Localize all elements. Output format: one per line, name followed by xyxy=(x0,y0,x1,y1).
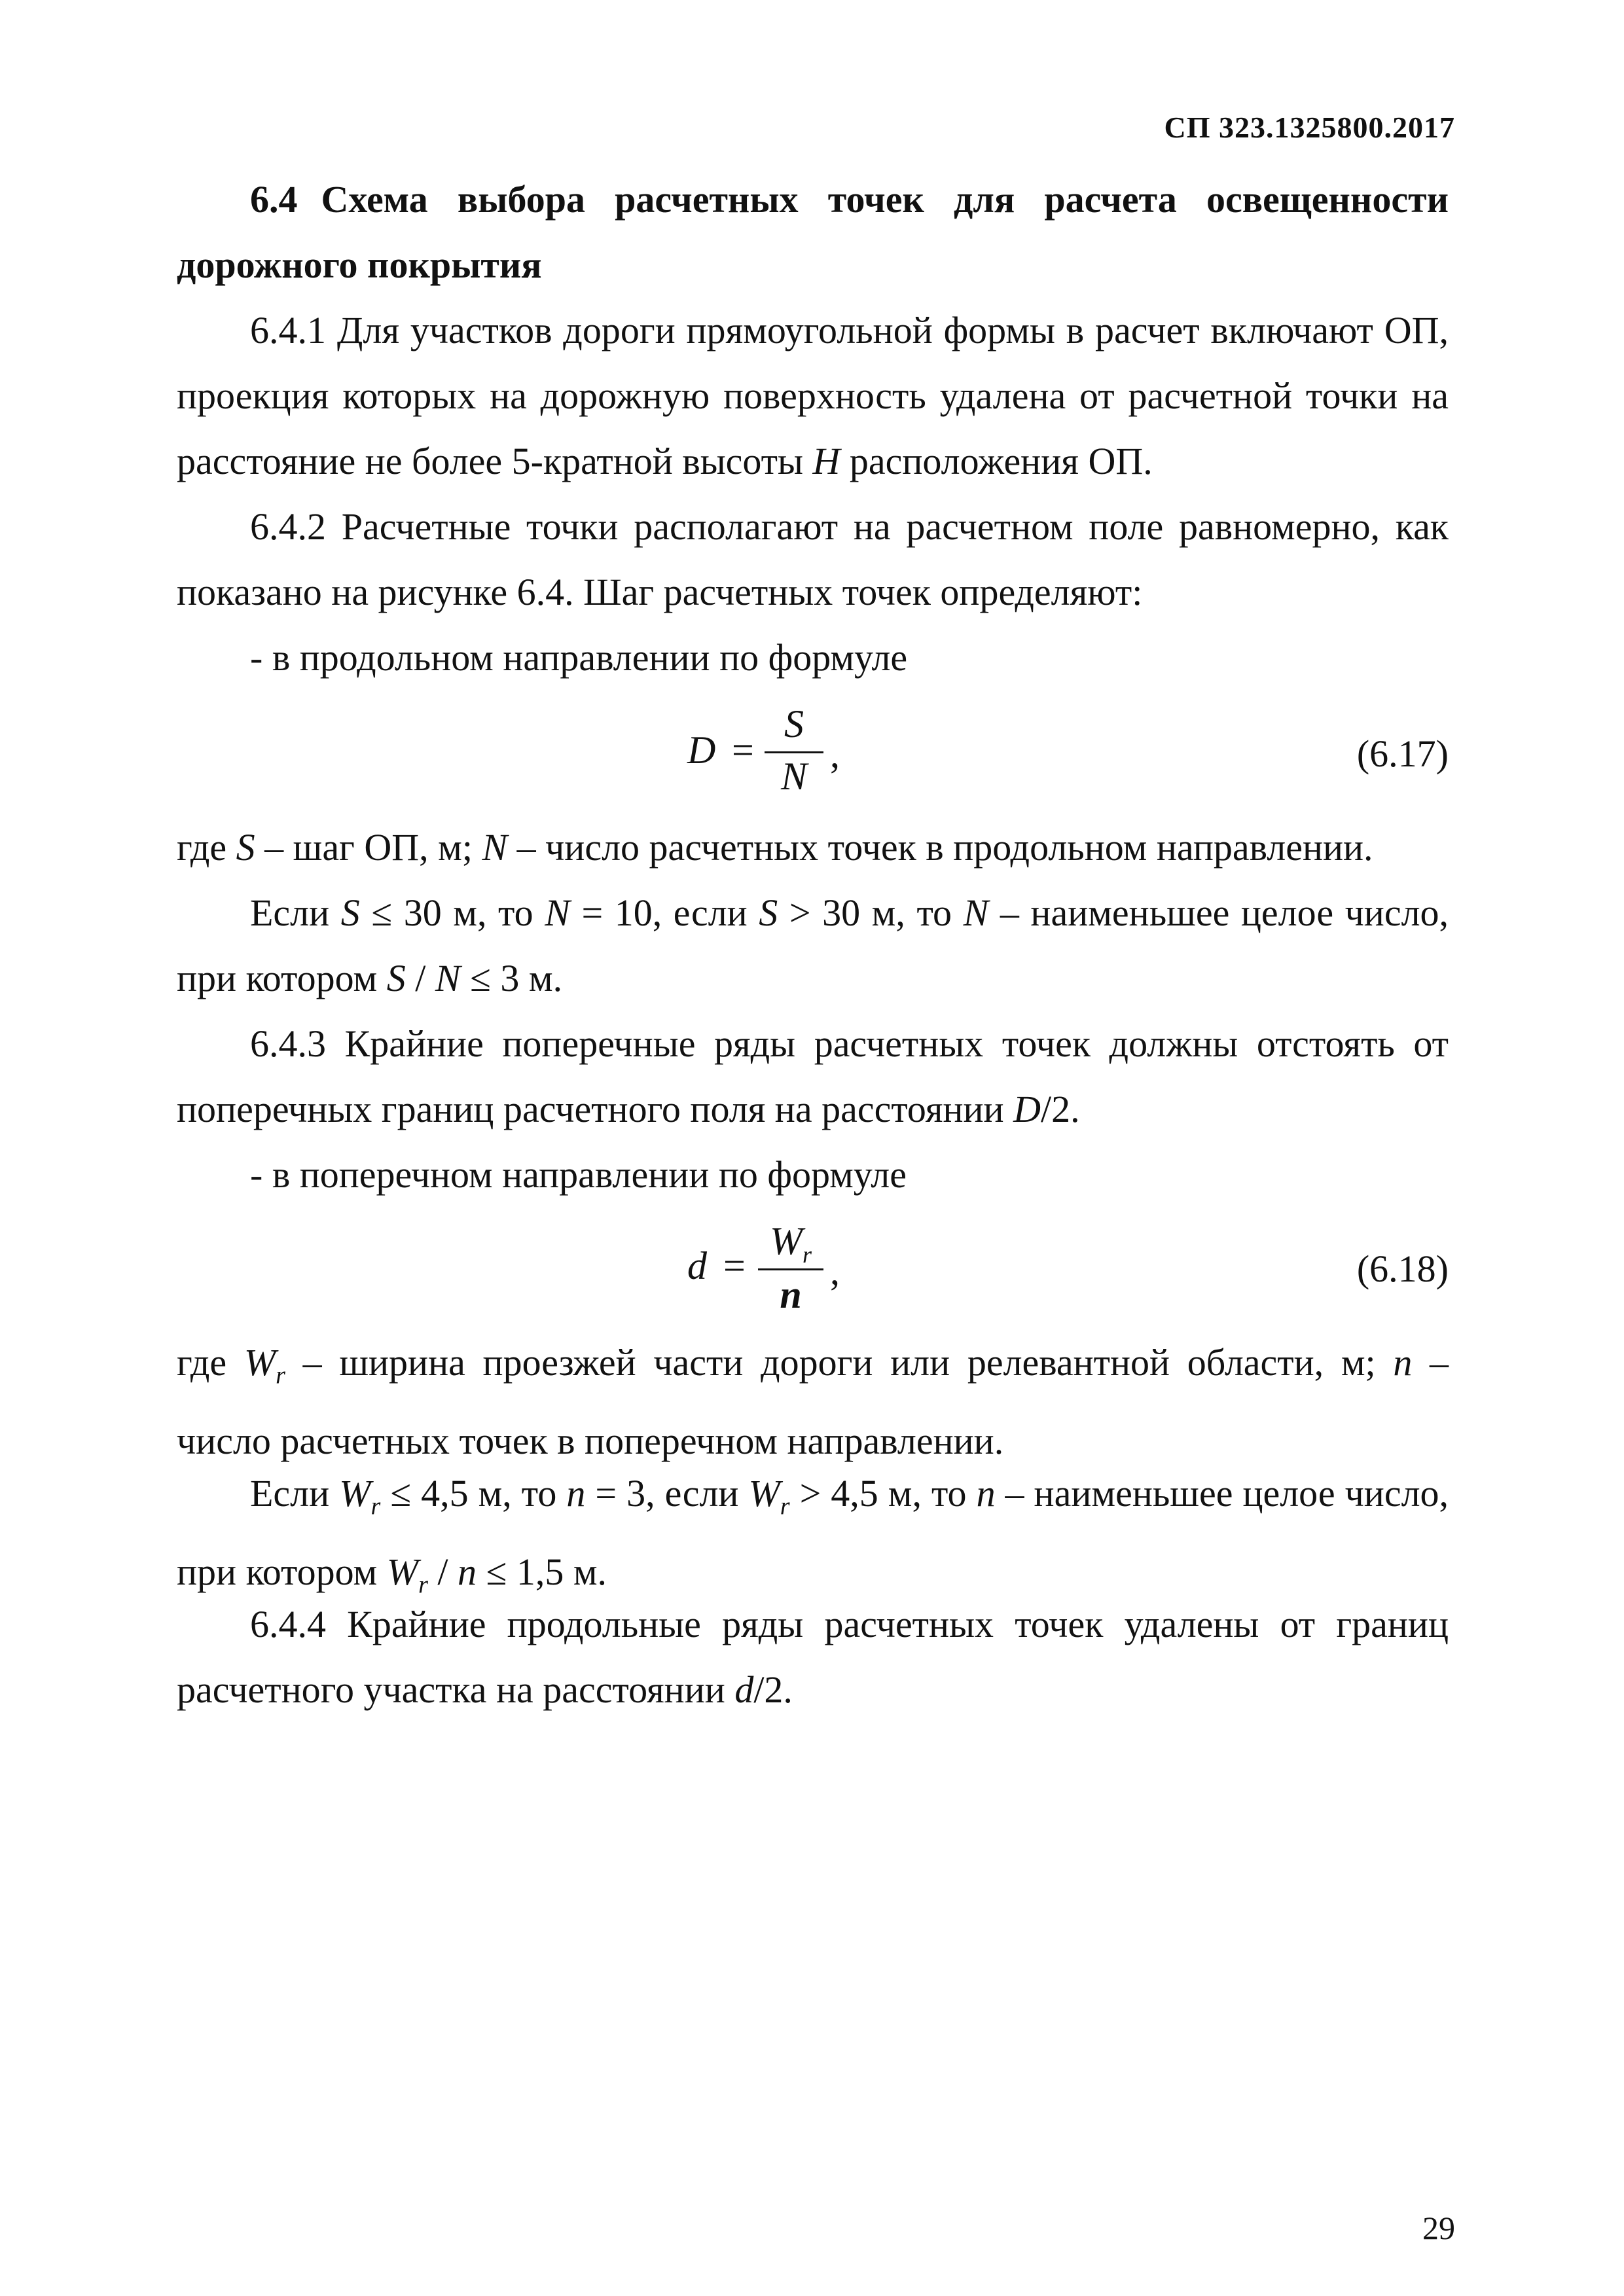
fraction-bar xyxy=(758,1268,823,1270)
equation-number: (6.18) xyxy=(1356,1247,1449,1290)
fraction-bar xyxy=(765,751,823,753)
section-number: 6.4 xyxy=(250,178,298,221)
formula-equals: = xyxy=(723,1244,746,1287)
formula-comma: , xyxy=(830,1249,840,1293)
condition-longitudinal: Если S ≤ 30 м, то N = 10, если S > 30 м, то N – наименьшее целое число, при котором S / N ≤ 3 м. xyxy=(177,891,1449,999)
section-heading xyxy=(177,167,1449,298)
section-title: Схема выбора расчетных точек для расчета освещенности дорожного покрытия xyxy=(177,178,1449,286)
where-clause-6-17: где S – шаг ОП, м; N – число расчетных точек в продольном направлении. xyxy=(177,826,1373,869)
where-clause-6-18: где $W_r$ – ширина проезжей части дороги или релевантной области, м; n – число расчетных точек в поперечном направлении. xyxy=(177,1341,1449,1462)
formula-denominator: N xyxy=(780,755,808,798)
formula-numerator: S xyxy=(784,702,804,745)
page-number: 29 xyxy=(1422,2210,1455,2246)
condition-transverse: Если $W_r \le 4,5$ м, то n = 3, если $W_r > 4,5$ м, то n – наименьшее целое число, при котором $W_r / n \le 1,5$ м. xyxy=(177,1472,1449,1599)
equation-number: (6.17) xyxy=(1356,732,1449,775)
formula-equals: = xyxy=(732,728,754,772)
formula-lhs: d xyxy=(687,1244,707,1287)
formula-comma: , xyxy=(830,732,840,776)
paragraph-6-4-3: 6.4.3 Крайние поперечные ряды расчетных точек должны отстоять от поперечных границ расчетного поля на расстоянии D/2. xyxy=(177,1022,1449,1130)
formula-lhs: D xyxy=(687,728,716,772)
formula-numerator: $W_r$ xyxy=(770,1219,812,1268)
paragraph-6-4-2: 6.4.2 Расчетные точки располагают на расчетном поле равномерно, как показано на рисунке 6.4. Шаг расчетных точек определяют: xyxy=(177,505,1449,613)
bullet-transverse: - в поперечном направлении по формуле xyxy=(250,1153,907,1196)
document-code: СП 323.1325800.2017 xyxy=(1164,111,1455,144)
paragraph-6-4-4: 6.4.4 Крайние продольные ряды расчетных точек удалены от границ расчетного участка на расстоянии d/2. xyxy=(177,1603,1449,1711)
paragraph-6-4-1: 6.4.1 Для участков дороги прямоугольной формы в расчет включают ОП, проекция которых на дорожную поверхность удалена от расчетной точки на расстояние не более 5-кратной высоты H расположения ОП. xyxy=(177,309,1449,482)
formula-denominator: n xyxy=(780,1273,802,1316)
bullet-longitudinal: - в продольном направлении по формуле xyxy=(250,636,908,679)
